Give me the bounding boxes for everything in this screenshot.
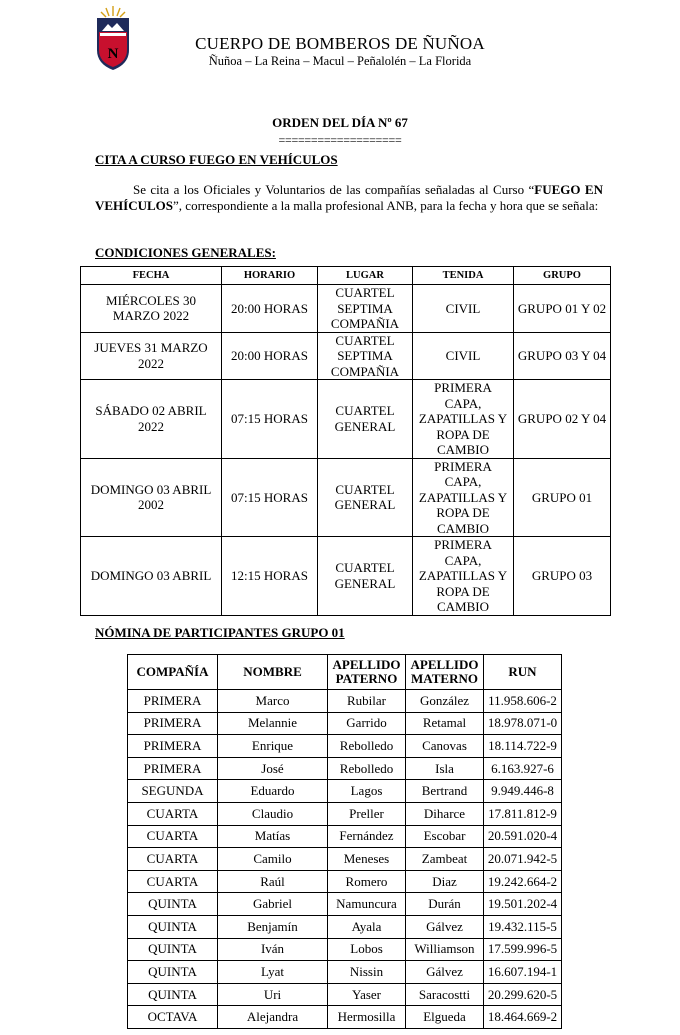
cell-compania: QUINTA [128, 893, 218, 916]
cell-apellido-materno: González [406, 690, 484, 713]
participants-header-row [128, 655, 562, 690]
cell-nombre: Gabriel [218, 893, 328, 916]
table-row [128, 690, 562, 713]
table-row [128, 848, 562, 871]
cell-apellido-materno: Diaz [406, 870, 484, 893]
cell-apellido-paterno: Meneses [328, 848, 406, 871]
cell-horario: 12:15 HORAS [222, 537, 318, 616]
cell-run: 19.242.664-2 [484, 870, 562, 893]
conditions-header-row [81, 267, 611, 285]
cell-run: 19.501.202-4 [484, 893, 562, 916]
cell-apellido-paterno: Rubilar [328, 690, 406, 713]
cell-apellido-materno: Diharce [406, 802, 484, 825]
order-title: ORDEN DEL DÍA Nº 67 [272, 115, 408, 130]
cell-tenida: PRIMERA CAPA, ZAPATILLAS Y ROPA DE CAMBIO [413, 537, 514, 616]
cell-run: 18.978.071-0 [484, 712, 562, 735]
cell-apellido-paterno: Yaser [328, 983, 406, 1006]
cell-nombre: Uri [218, 983, 328, 1006]
table-row [128, 825, 562, 848]
cell-compania: CUARTA [128, 825, 218, 848]
conditions-col-lugar: LUGAR [318, 267, 413, 285]
table-row [128, 961, 562, 984]
participants-table [127, 654, 562, 1029]
cell-apellido-paterno: Hermosilla [328, 1006, 406, 1029]
cell-apellido-materno: Bertrand [406, 780, 484, 803]
intro-text-2: ”, correspondiente a la malla profesional ANB, para la fecha y hora que se señala: [173, 197, 599, 213]
cell-tenida: CIVIL [413, 332, 514, 380]
cell-nombre: Eduardo [218, 780, 328, 803]
cell-run: 16.607.194-1 [484, 961, 562, 984]
cell-apellido-materno: Escobar [406, 825, 484, 848]
fire-department-seal-icon [93, 4, 133, 72]
table-row [81, 537, 611, 616]
cell-run: 9.949.446-8 [484, 780, 562, 803]
table-row [128, 780, 562, 803]
cell-horario: 20:00 HORAS [222, 285, 318, 333]
cell-nombre: Enrique [218, 735, 328, 758]
cell-lugar: CUARTEL SEPTIMA COMPAÑIA [318, 285, 413, 333]
svg-text:N: N [107, 46, 119, 62]
cell-fecha: MIÉRCOLES 30 MARZO 2022 [81, 285, 222, 333]
table-row [128, 915, 562, 938]
cell-run: 18.464.669-2 [484, 1006, 562, 1029]
cell-run: 18.114.722-9 [484, 735, 562, 758]
cell-apellido-paterno: Nissin [328, 961, 406, 984]
cell-apellido-materno: Gálvez [406, 915, 484, 938]
cell-grupo: GRUPO 03 [514, 537, 611, 616]
cell-compania: PRIMERA [128, 712, 218, 735]
cell-horario: 07:15 HORAS [222, 458, 318, 537]
conditions-col-tenida: TENIDA [413, 267, 514, 285]
table-row [128, 735, 562, 758]
cell-apellido-paterno: Lobos [328, 938, 406, 961]
cell-compania: OCTAVA [128, 1006, 218, 1029]
cell-compania: QUINTA [128, 961, 218, 984]
cell-run: 20.071.942-5 [484, 848, 562, 871]
cell-run: 20.299.620-5 [484, 983, 562, 1006]
cell-lugar: CUARTEL GENERAL [318, 380, 413, 459]
cell-apellido-paterno: Preller [328, 802, 406, 825]
cell-compania: CUARTA [128, 848, 218, 871]
cell-lugar: CUARTEL GENERAL [318, 458, 413, 537]
cell-horario: 20:00 HORAS [222, 332, 318, 380]
table-row [128, 893, 562, 916]
cell-apellido-materno: Canovas [406, 735, 484, 758]
table-row [128, 983, 562, 1006]
cell-fecha: SÁBADO 02 ABRIL 2022 [81, 380, 222, 459]
cell-apellido-paterno: Rebolledo [328, 735, 406, 758]
cell-compania: CUARTA [128, 870, 218, 893]
cell-apellido-paterno: Ayala [328, 915, 406, 938]
cell-compania: SEGUNDA [128, 780, 218, 803]
cell-run: 11.958.606-2 [484, 690, 562, 713]
header-title: CUERPO DE BOMBEROS DE ÑUÑOA [195, 34, 485, 53]
cell-tenida: PRIMERA CAPA, ZAPATILLAS Y ROPA DE CAMBIO [413, 458, 514, 537]
cell-nombre: Alejandra [218, 1006, 328, 1029]
cell-apellido-paterno: Rebolledo [328, 757, 406, 780]
participants-col-run: RUN [484, 655, 562, 690]
cell-apellido-materno: Retamal [406, 712, 484, 735]
table-row [128, 938, 562, 961]
cell-compania: PRIMERA [128, 735, 218, 758]
order-separator: =================== [278, 133, 402, 147]
participants-col-compania: COMPAÑÍA [128, 655, 218, 690]
table-row [128, 712, 562, 735]
table-row [128, 802, 562, 825]
cell-apellido-materno: Isla [406, 757, 484, 780]
conditions-table [80, 266, 611, 616]
cell-apellido-materno: Elgueda [406, 1006, 484, 1029]
cell-nombre: Claudio [218, 802, 328, 825]
table-row [81, 380, 611, 459]
cell-grupo: GRUPO 02 Y 04 [514, 380, 611, 459]
intro-text-1: Se cita a los Oficiales y Voluntarios de las compañías señaladas al Curso “ [133, 182, 535, 197]
cell-apellido-paterno: Garrido [328, 712, 406, 735]
cell-nombre: José [218, 757, 328, 780]
cell-compania: PRIMERA [128, 690, 218, 713]
participants-col-nombre: NOMBRE [218, 655, 328, 690]
cell-grupo: GRUPO 01 [514, 458, 611, 537]
cell-tenida: CIVIL [413, 285, 514, 333]
cell-run: 17.811.812-9 [484, 802, 562, 825]
cell-nombre: Camilo [218, 848, 328, 871]
cell-apellido-materno: Durán [406, 893, 484, 916]
cell-fecha: JUEVES 31 MARZO 2022 [81, 332, 222, 380]
cita-heading: CITA A CURSO FUEGO EN VEHÍCULOS [95, 152, 338, 167]
cell-compania: QUINTA [128, 915, 218, 938]
intro-paragraph [95, 182, 603, 213]
cell-nombre: Melannie [218, 712, 328, 735]
cell-lugar: CUARTEL SEPTIMA COMPAÑIA [318, 332, 413, 380]
conditions-col-horario: HORARIO [222, 267, 318, 285]
cell-fecha: DOMINGO 03 ABRIL [81, 537, 222, 616]
cell-run: 19.432.115-5 [484, 915, 562, 938]
cell-horario: 07:15 HORAS [222, 380, 318, 459]
cell-nombre: Benjamín [218, 915, 328, 938]
cell-compania: PRIMERA [128, 757, 218, 780]
conditions-heading: CONDICIONES GENERALES: [95, 245, 276, 260]
participants-col-apellido-paterno: APELLIDO PATERNO [328, 655, 406, 690]
cell-apellido-paterno: Romero [328, 870, 406, 893]
cell-grupo: GRUPO 03 Y 04 [514, 332, 611, 380]
cell-apellido-materno: Gálvez [406, 961, 484, 984]
cell-apellido-paterno: Lagos [328, 780, 406, 803]
conditions-col-fecha: FECHA [81, 267, 222, 285]
table-row [128, 1006, 562, 1029]
cell-compania: QUINTA [128, 983, 218, 1006]
cell-tenida: PRIMERA CAPA, ZAPATILLAS Y ROPA DE CAMBIO [413, 380, 514, 459]
conditions-col-grupo: GRUPO [514, 267, 611, 285]
intro-course-name: FUEGO EN VEHÍCULOS [95, 182, 603, 213]
cell-nombre: Raúl [218, 870, 328, 893]
cell-nombre: Lyat [218, 961, 328, 984]
cell-run: 6.163.927-6 [484, 757, 562, 780]
cell-apellido-paterno: Namuncura [328, 893, 406, 916]
cell-lugar: CUARTEL GENERAL [318, 537, 413, 616]
table-row [128, 870, 562, 893]
header-subtitle: Ñuñoa – La Reina – Macul – Peñalolén – La Florida [208, 54, 472, 68]
cell-grupo: GRUPO 01 Y 02 [514, 285, 611, 333]
table-row [81, 285, 611, 333]
cell-fecha: DOMINGO 03 ABRIL 2002 [81, 458, 222, 537]
table-row [128, 757, 562, 780]
table-row [81, 458, 611, 537]
cell-nombre: Iván [218, 938, 328, 961]
cell-apellido-paterno: Fernández [328, 825, 406, 848]
cell-apellido-materno: Saracostti [406, 983, 484, 1006]
cell-apellido-materno: Williamson [406, 938, 484, 961]
cell-apellido-materno: Zambeat [406, 848, 484, 871]
participants-col-apellido-materno: APELLIDO MATERNO [406, 655, 484, 690]
cell-compania: CUARTA [128, 802, 218, 825]
cell-nombre: Marco [218, 690, 328, 713]
table-row [81, 332, 611, 380]
participants-heading: NÓMINA DE PARTICIPANTES GRUPO 01 [95, 625, 345, 640]
cell-compania: QUINTA [128, 938, 218, 961]
cell-run: 17.599.996-5 [484, 938, 562, 961]
cell-run: 20.591.020-4 [484, 825, 562, 848]
cell-nombre: Matías [218, 825, 328, 848]
